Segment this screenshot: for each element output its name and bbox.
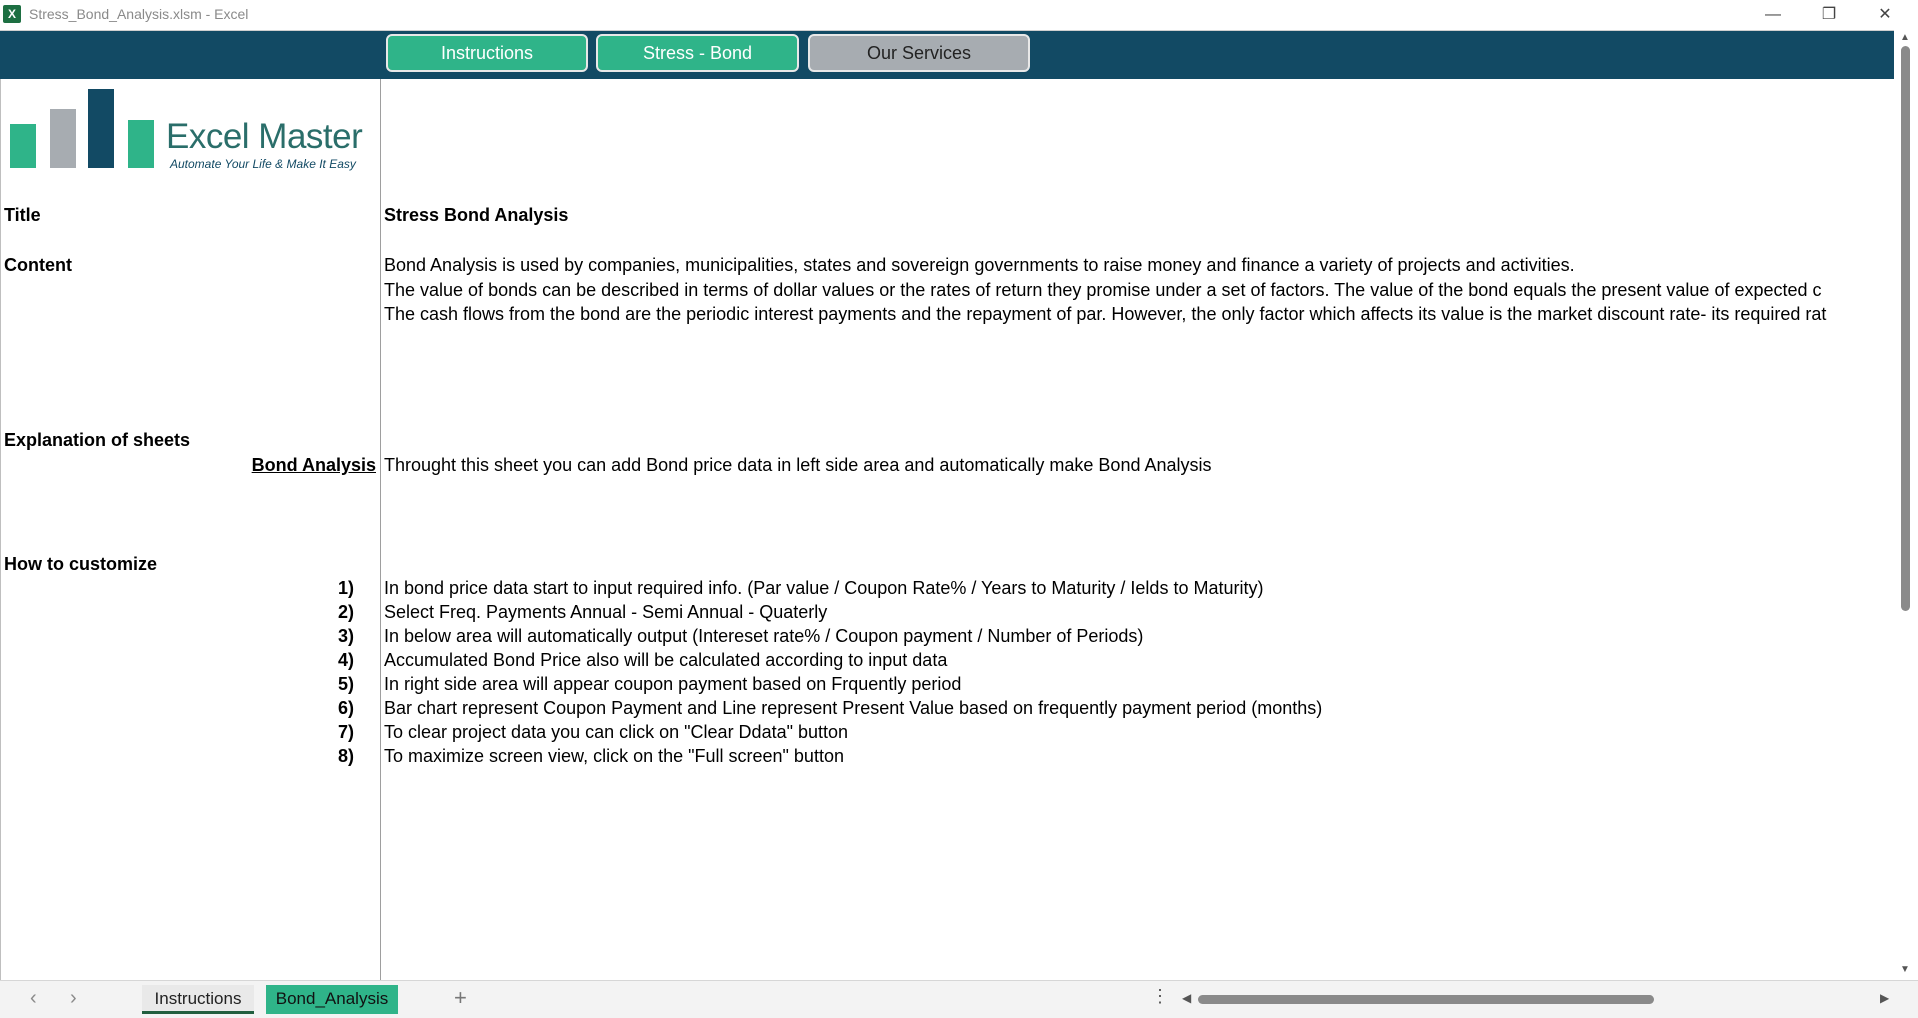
content-label: Content bbox=[4, 255, 72, 275]
scroll-up-icon[interactable]: ▲ bbox=[1900, 32, 1910, 43]
step-number: 4) bbox=[337, 650, 354, 670]
window-title: Stress_Bond_Analysis.xlsm - Excel bbox=[29, 6, 249, 22]
sheet-tab-instructions[interactable]: Instructions bbox=[142, 985, 254, 1014]
step-number: 3) bbox=[337, 626, 354, 646]
content-line: Bond Analysis is used by companies, municipalities, states and sovereign governments to raise money and finance a variety of projects and activities. bbox=[384, 255, 1575, 275]
step-text: Select Freq. Payments Annual - Semi Annual - Quaterly bbox=[384, 602, 828, 622]
minimize-button[interactable]: — bbox=[1765, 6, 1781, 23]
explanation-label: Explanation of sheets bbox=[4, 430, 191, 450]
excel-master-logo bbox=[10, 87, 370, 177]
scroll-down-icon[interactable]: ▼ bbox=[1900, 964, 1910, 975]
step-text: To maximize screen view, click on the "Full screen" button bbox=[384, 746, 844, 766]
logo-tagline: Automate Your Life & Make It Easy bbox=[170, 157, 356, 171]
step-number: 2) bbox=[337, 602, 354, 622]
prev-sheet-icon[interactable]: ‹ bbox=[30, 987, 37, 1009]
sheet-tab-bar bbox=[0, 980, 1918, 1018]
our-services-button[interactable]: Our Services bbox=[808, 34, 1030, 72]
close-button[interactable]: ✕ bbox=[1878, 6, 1892, 23]
sheet-tab-bond-analysis[interactable]: Bond_Analysis bbox=[266, 985, 398, 1014]
instructions-button[interactable]: Instructions bbox=[386, 34, 588, 72]
step-text: To clear project data you can click on "Clear Ddata" button bbox=[384, 722, 849, 742]
title-value: Stress Bond Analysis bbox=[384, 205, 569, 225]
excel-app-icon: X bbox=[3, 5, 21, 23]
customize-label: How to customize bbox=[4, 554, 158, 574]
title-bar bbox=[0, 0, 1918, 30]
step-text: In right side area will appear coupon payment based on Frquently period bbox=[384, 674, 962, 694]
horizontal-scroll-thumb[interactable] bbox=[1198, 995, 1654, 1004]
step-text: In below area will automatically output (Intereset rate% / Coupon payment / Number of Periods) bbox=[384, 626, 1144, 646]
column-divider bbox=[380, 79, 381, 981]
worksheet-area[interactable] bbox=[0, 30, 1894, 981]
bond-analysis-link[interactable]: Bond Analysis bbox=[251, 455, 376, 475]
vertical-scroll-thumb[interactable] bbox=[1901, 46, 1910, 611]
step-number: 1) bbox=[337, 578, 354, 598]
sheet-left-border bbox=[0, 31, 1, 981]
scroll-left-icon[interactable]: ◀ bbox=[1182, 991, 1192, 1005]
vertical-scrollbar[interactable] bbox=[1894, 30, 1918, 980]
scroll-right-icon[interactable]: ▶ bbox=[1880, 991, 1890, 1005]
stress-bond-button[interactable]: Stress - Bond bbox=[596, 34, 799, 72]
header-band bbox=[0, 31, 1894, 79]
sheet-description: Throught this sheet you can add Bond price data in left side area and automatically make Bond Analysis bbox=[384, 455, 1212, 475]
step-text: In bond price data start to input required info. (Par value / Coupon Rate% / Years to Maturity / Ields to Maturity) bbox=[384, 578, 1264, 598]
step-number: 6) bbox=[337, 698, 354, 718]
restore-button[interactable]: ❐ bbox=[1821, 6, 1837, 23]
step-text: Accumulated Bond Price also will be calculated according to input data bbox=[384, 650, 948, 670]
more-options-icon[interactable]: ⋮ bbox=[1151, 986, 1169, 1006]
content-line: The value of bonds can be described in terms of dollar values or the rates of return they promise under a set of factors. The value of the bond equals the present value of expected c bbox=[384, 280, 1822, 300]
logo-name: Excel Master bbox=[166, 117, 363, 156]
horizontal-scrollbar[interactable] bbox=[1180, 991, 1896, 1007]
step-number: 7) bbox=[337, 722, 354, 742]
add-sheet-icon[interactable]: + bbox=[454, 985, 467, 1010]
title-label: Title bbox=[4, 205, 41, 225]
next-sheet-icon[interactable]: › bbox=[70, 987, 77, 1009]
step-text: Bar chart represent Coupon Payment and Line represent Present Value based on frequently payment period (months) bbox=[384, 698, 1323, 718]
step-number: 5) bbox=[337, 674, 354, 694]
step-number: 8) bbox=[337, 746, 354, 766]
content-line: The cash flows from the bond are the periodic interest payments and the repayment of par. However, the only factor which affects its value is the market discount rate- its required rat bbox=[384, 304, 1827, 324]
